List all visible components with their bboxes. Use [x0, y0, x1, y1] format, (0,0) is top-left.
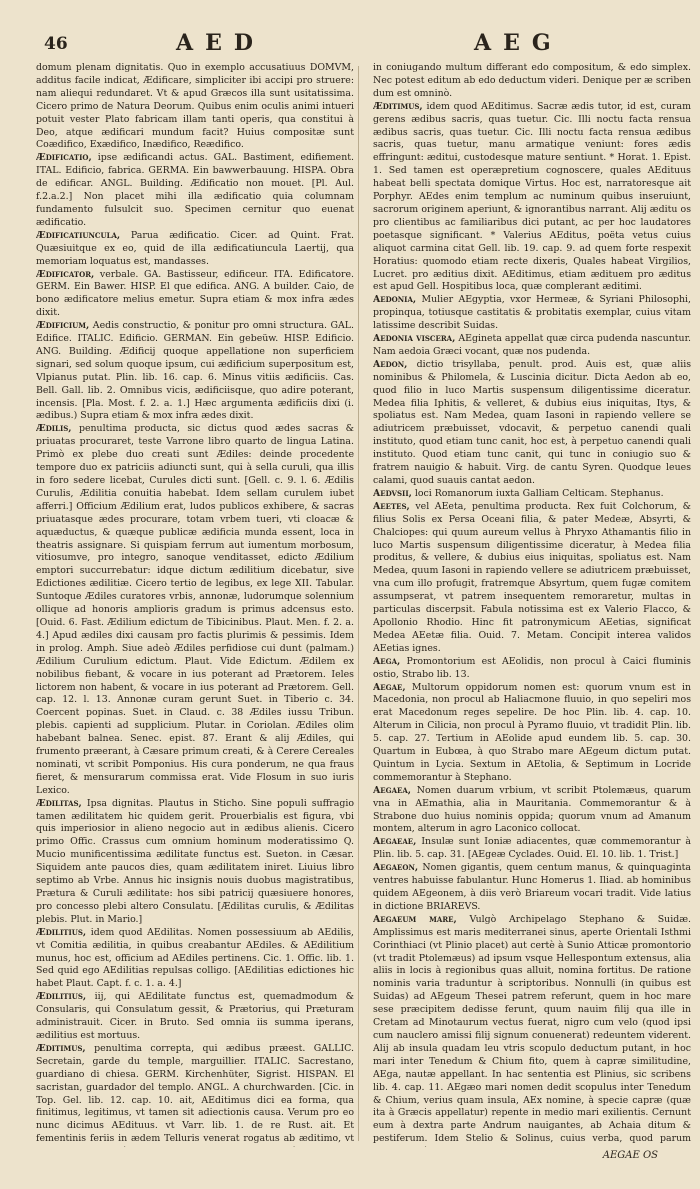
dictionary-entry	[373, 359, 691, 488]
dictionary-entry	[373, 836, 691, 862]
entry-headword: Aegaeum mare,	[373, 913, 457, 925]
entry-headword: Aedonia,	[373, 294, 417, 306]
dictionary-entry	[373, 62, 691, 101]
entry-text: idem quod AEditimus. Sacræ ædis tutor, id est, curam gerens ædibus sacris, quas tuetur. Cic. Illi noctu facta rensua ædibus sacris, quas tuetur. Cic. Illi noctu facta rensua ædibus sacris, quas tuetur, manu armatique veniunt: fores ædis effringunt: æditui, custodesque mature sentiunt. * Horat. 1. Epist. 1. Sed tamen est operæpretium cognoscere, quales AEdituus habeat belli spectata domique Virtus. Hoc est, narratoresque ait Porphyr. AEdes enim templum ac numinum quibus inseruiunt, sacrorum originem aperiunt, & ignorantibus narrant. Alij æditu os pro clientibus ac familiaribus dici putant, ac per hoc laudatores poetasque significant. * Valerius AEditus, poëta vetus cuius aliquot carmina citat Gell. lib. 19. cap. 9. ad quem forte respexit Horatius: quomodo etiam recte dixeris, Quales habeat Virgilios, Lucret. pro æditius dixit. AEditimus, etiam ædituem pro æditus est apud Gell. Hospitibus loca, quæ complerant æditimi.	[373, 100, 691, 293]
dictionary-entry	[373, 785, 691, 837]
dictionary-entry	[373, 656, 691, 682]
entry-headword: Aedvsii,	[373, 487, 412, 499]
dictionary-entry	[373, 488, 691, 501]
right-column	[373, 62, 691, 1147]
entry-text: in coniugando multum differant edo compositum, & edo simplex. Nec potest editum ab edo deductum videri. Denique per æ scriben dum est omninò.	[373, 62, 691, 99]
left-column	[36, 62, 354, 1147]
entry-text: Vulgò Archipelago Stephano & Suidæ. Amplissimus est maris mediterranei sinus, aperte Orientali Isthmi Corinthiaci (vt Plinio placet) aut certè à Sunio Atticæ promontorio (vt tradit Ptolemæus) ad ipsum vsque Hellespontum extensus, alia aliis in locis à regionibus quas alluit, nomina fortitus. De ratione nominis varia traduntur à scriptoribus. Nonnulli (in quibus est Suidas) ad AEgeum Thesei patrem referunt, quem in hoc mare sese præcipitem dedisse ferunt, quum nauim filij qua ille in Cretam ad Minotaurum vectus fuerat, nigro cum velo (quod ipsi cum nauclero amissi filij signum conuenerat) redeuntem viderent. Alij ab insula quadam leu vtris scopulo deductum putant, in hoc mari inter Tenedum & Chium fito, quem à capræ similitudine, AEga, nautæ appellant. In hac sententia est Plinius, sic scribens lib. 4. cap. 11. AEgæo mari nomen dedit scopulus inter Tenedum & Chium, verius quam insula, AEx nomine, à specie capræ (quæ ita à Græcis appellatur) repente in medio mari exilientis. Cernunt eum à dextra parte Andrum nauigantes, ab Achaia ditum & pestiferum. Idem Stelio & Solinus, cuius verba, quod parum	[373, 913, 691, 1145]
entry-headword: Aedon,	[373, 358, 408, 370]
entry-text: iij, qui AEdilitate functus est, quemadmodum & Consularis, qui Consulatum gessit, & Prætorius, qui Præturam administrauit. Cicer. in Bruto. Sed omnia iis summa iperans, ædilitius est mortuus.	[36, 991, 354, 1041]
entry-headword: Ædificator,	[36, 268, 95, 280]
entry-headword: Ædificatio,	[36, 152, 92, 164]
entry-text: dictio trisyllaba, penult. prod. Auis est, quæ aliis nominibus & Philomela, & Luscinia dicitur. Dicta Aedon ab eo, quod filio in luco Martis suspensum diligentissime diceratur. Medea filia Iphitis, & velleret, & dubius eius iniquitas, Itys, & spoliatus est. Nam Medea, quam Iasoni in rapiendo vellere se adiutricem præbuisset, vdocavit, & perpetuo canendi quali instituto, quod etiam tunc canit, hoc est, à perpetuo canendi quali instituto. Quod etiam tunc canit, qui tunc in coniugio suo & fratrem nauigio & habuit. Virg. de cantu Syren. Quodque leues calami, quod suauis cantat aedon.	[373, 358, 691, 486]
running-head-right: AEG	[474, 30, 563, 56]
entry-headword: Aegaeon,	[373, 862, 419, 874]
entry-headword: Aegaea,	[373, 784, 412, 796]
entry-headword: Ædilitius,	[36, 926, 87, 938]
column-divider	[358, 66, 359, 1141]
dictionary-entry	[36, 230, 354, 269]
entry-headword: Aegaeae,	[373, 836, 417, 848]
entry-text: Mulier AEgyptia, vxor Hermeæ, & Syriani Philosophi, propinqua, totiusque castitatis & probitatis exemplar, cuius vitam latissime describit Suidas.	[373, 294, 691, 332]
entry-text: idem quod AEdilitas. Nomen possessiuum ab AEdilis, vt Comitia ædilitia, in quibus creabantur AEdiles. & AEdilitium munus, hoc est, officium ad AEdiles pertinens. Cic. 1. Offic. lib. 1. Sed quid ego AEdilitias repulsas colligo. [AEdilitias edictiones hic habet Plaut. Capt. f. c. 1. a. 4.]	[36, 926, 354, 990]
entry-headword: Ædilis,	[36, 423, 72, 435]
dictionary-entry	[36, 798, 354, 927]
entry-text: Promontorium est AEolidis, non procul à Caici fluminis ostio, Strabo lib. 13.	[373, 655, 691, 680]
entry-headword: Ædilitius,	[36, 991, 87, 1003]
dictionary-entry	[36, 62, 354, 152]
page-number: 46	[44, 34, 68, 54]
entry-headword: Aedonia viscera,	[373, 333, 456, 345]
entry-headword: Ædificium,	[36, 320, 90, 332]
entry-text: Nomen duarum vrbium, vt scribit Ptolemæus, quarum vna in AEmathia, alia in Mauritania. Commemorantur & à Strabone duo huius nominis oppida; quorum vnum ad Amanum montem, alterum in agro Laconico collocat.	[373, 784, 691, 835]
entry-text: Aedis constructio, & ponitur pro omni structura. GAL. Edifice. ITALIC. Edificio. GERMAN. Ein gebeüw. HISP. Edificio. ANG. Building. Ædificij quoque appellatione non superficiem signari, sed solum quoque ipsum, cui ædificium superpositum est, Vlpianus putat. Plin. lib. 16. cap. 6. Minus vitiis ædificiis. Cas. Bell. Gall. lib. 2. Omnibus vicis, ædificiisque, quo adire poterant, incensis. [Pla. Most. f. 2. a. 1.] Hæc argumenta ædificiis dixi (i. ædibus.) Supra etiam & mox infra ædes dixit.	[36, 320, 354, 422]
entry-text: penultima correpta, qui ædibus præest. GALLIC. Secretain, garde du temple, marguillier. ITALIC. Sacrestano, guardiano di chiesa. GERM. Kirchenhüter, Sigrist. HISPAN. El sacristan, guardador del templo. ANGL. A churchwarden. [Cic. in Top. Gel. lib. 12. cap. 10. ait, AEditimus dici ea forma, qua finitimus, legitimus, vt tamen sit adiectionis causa. Verum pro eo nunc dicimus AEdituus. vt Varr. lib. 1. de re Rust. ait. Et fementinis feriis in ædem Telluris venerat rogatus ab æditimo, vt	[36, 1042, 354, 1145]
entry-text: Multorum oppidorum nomen est: quorum vnum est in Macedonia, non procul ab Haliacmone fluuio, in quo sepeliri mos erat Macedonum reges sepelire. De hoc Plin. lib. 4. cap. 10. Alterum in Cilicia, non procul à Pyramo fluuio, vt tradidit Plin. lib. 5. cap. 27. Tertium in AEolide apud eundem lib. 5. cap. 30. Quartum in Eubœa, à quo Strabo mare AEgeum dictum putat. Quintum in Lycia. Sextum in AEtolia, & Septimum in Locride commemorantur à Stephano.	[373, 681, 691, 783]
dictionary-entry	[36, 927, 354, 992]
entry-headword: Aeetes,	[373, 500, 410, 512]
entry-headword: Ædificatiuncula,	[36, 229, 121, 241]
entry-headword: Ædilitas,	[36, 797, 82, 809]
dictionary-entry	[36, 152, 354, 229]
entry-text: domum plenam dignitatis. Quo in exemplo accusatiuus DOMVM, additus facile indicat, Ædificare, simpliciter ibi accipi pro struere: nam aliequi redundaret. Vt & apud Græcos illa sunt usitatissima. Cicero primo de Natura Deorum. Quibus enim oculis animi intueri potuit vester Plato fabricam illam tanti operis, qua constitui à Deo, atque ædificari mundum facit? Huius compositæ sunt Coædifico, Exædifico, Inædifico, Reædifico.	[36, 62, 354, 151]
dictionary-entry	[36, 269, 354, 321]
entry-text: AEgineta appellat quæ circa pudenda nascuntur. Nam aedoia Græci vocant, quæ nos pudenda.	[373, 333, 691, 357]
dictionary-entry	[373, 862, 691, 914]
entry-text: Insulæ sunt Ioniæ adiacentes, quæ commemorantur à Plin. lib. 5. cap. 31. [AEgeæ Cyclades. Ouid. El. 10. lib. 1. Trist.]	[373, 836, 691, 861]
catchword: AEGAE OS	[602, 1150, 658, 1161]
entry-headword: Aegae,	[373, 681, 406, 693]
dictionary-entry	[36, 1043, 354, 1147]
entry-headword: Æditimus,	[36, 1042, 86, 1054]
entry-text: loci Romanorum iuxta Galliam Celticam. Stephanus.	[414, 487, 664, 499]
entry-headword: Aega,	[373, 655, 401, 667]
entry-text: Parua ædificatio. Cicer. ad Quint. Frat. Quæsiuitque ex eo, quid de illa ædificatiuncula Laertij, qua memoriam loquatus est, mandasses.	[36, 229, 354, 267]
dictionary-entry	[373, 501, 691, 656]
entry-text: Ipsa dignitas. Plautus in Sticho. Sine populi suffragio tamen ædilitatem hic quidem gerit. Prouerbialis est figura, vbi quis imperiosior in alieno negocio aut in ædibus alienis. Cicero primo Offic. Crassus cum omnium hominum moderatissimo Q. Mucio munificentissima ædilitate functus est. Sueton. in Cæsar. Siquidem ante paucos dies, quam ædilitatem iniret. Liuius libro septimo ab Vrbe. Annus hic insignis nouis duobus magistratibus, Prætura & Curuli ædilitate: hos sibi patricij quæsiuere honores, pro concesso plebi altero Consulatu. [Ædilitas curulis, & Ædilitas plebis. Plut. in Mario.]	[36, 797, 354, 925]
dictionary-entry	[373, 682, 691, 785]
dictionary-entry	[373, 101, 691, 295]
dictionary-entry	[36, 991, 354, 1043]
dictionary-entry	[373, 333, 691, 359]
dictionary-entry	[36, 320, 354, 423]
page-header	[0, 26, 700, 62]
entry-text: penultima producta, sic dictus quod ædes sacras & priuatas procuraret, teste Varrone libro quarto de lingua Latina. Primò ex plebe duo creati sunt Ædiles: deinde procedente tempore duo ex patriciis adiuncti sunt, qui à sella curuli, qua illis in foro sedere licebat, Curules dicti sunt. [Gell. c. 9. l. 6. Ædilis Curulis, Ædilitia conuitia habebat. Idem sellam curulem iubet afferri.] Officium Ædilium erat, ludos publicos exhibere, & sacras priuatasque ædes procurare, totam vrbem tueri, vti cloacæ & aquæductus, & quæque publicæ ædificia munda essent, loca in theatris assignare. Si quispiam ferrum aut iumentum morbosum, vitiosumve, pro integro, sanoque venditasset, edicto Ædilium emptori succurrebatur: idque dictum ædilitium dicebatur, sive Edictiones ædilitiæ. Cicero tertio de legibus, ex lege XII. Tabular. Suntoque Ædiles curatores vrbis, annonæ, ludorumque solennium ollique ad honoris amplioris gradum is primus adcensus esto. [Ouid. 6. Fast. Ædilium edictum de Tibicinibus. Plaut. Men. f. 2. a. 4.] Apud ædiles dixi causam pro factis plurimis & pessimis. Idem in prolog. Amph. Siue adeò Ædiles perfidiose cui dunt (palmam.) Ædilium Curulium edictum. Plaut. Vide Edictum. Ædilem ex nobilibus fiebant, & vocare in ius poterant ad Prætorem. Ieles lictorem non habent, & vocare in ius poterant ad Prætorem. Gell. cap. 12. l. 13. Annonæ curam gerunt Suet. in Tiberio c. 34. Coercent popinas. Suet. in Claud. c. 38 Ædiles iussu Tribun. plebis. capienti ad supplicium. Plutar. in Coriolan. Ædiles olim habebant balnea. Senec. epist. 87. Erant & alij Ædiles, qui frumento præerant, à Cæsare primum creati, & à Cerere Cereales nominati, vt scribit Pomponius. His cura ponderum, ne qua fraus fieret, & mensurarum commissa erat. Vide Flosum in suo iuris Lexico.	[36, 423, 354, 796]
entry-text: verbale. GA. Bastisseur, edificeur. ITA. Edificatore. GERM. Ein Bawer. HISP. El que edifica. ANG. A builder. Caio, de bono ædificatore melius emetur. Supra etiam & mox infra ædes dixit.	[36, 268, 354, 319]
entry-text: Nomen gigantis, quem centum manus, & quinquaginta ventres habuisse fabulantur. Hunc Homerus 1. Iliad. ab hominibus quidem AEgeonem, à diis verò Briareum vocari tradit. Vide latius in dictione BRIAREVS.	[373, 862, 691, 912]
entry-text: vel AEeta, penultima producta. Rex fuit Colchorum, & filius Solis ex Persa Oceani filia, & pater Medeæ, Absyrti, & Chalciopes: qui quum aureum vellus à Phryxo Athamantis filio in luco Martis suspensum diligentissime diceratur, à Medea filia proditus, & vellere, & dubius eius iniquitas, spoliatus est. Nam Medea, quum Iasoni in rapiendo vellere se adiutricem præbuisset, vna cum illo profugit, fratremque Absyrtum, quem fugæ comitem assumpserat, vt patrem insequentem remoraretur, multas in particulas discerpsit. Fabula notissima est ex Valerio Flacco, & Apollonio Rhodio. Hinc fit patronymicum AEetias, significat Medea AEetæ filia. Ouid. 7. Metam. Concipit interea validos AEetias ignes.	[373, 500, 691, 654]
dictionary-entry	[373, 294, 691, 333]
entry-text: ipse ædificandi actus. GAL. Bastiment, edifiement. ITAL. Edificio, fabrica. GERMA. Ein bawwerbauung. HISPA. Obra de edificar. ANGL. Building. Ædificatio non mouet. [Pl. Aul. f.2.a.2.] Non placet mihi illa ædificatio quia columnam fundamento fulsulcit suo. Specimen cernitur quo euenat ædificatio.	[36, 152, 354, 228]
entry-headword: Æditimus,	[373, 100, 423, 112]
dictionary-entry	[373, 914, 691, 1147]
dictionary-entry	[36, 423, 354, 797]
running-head-left: AED	[176, 30, 265, 56]
